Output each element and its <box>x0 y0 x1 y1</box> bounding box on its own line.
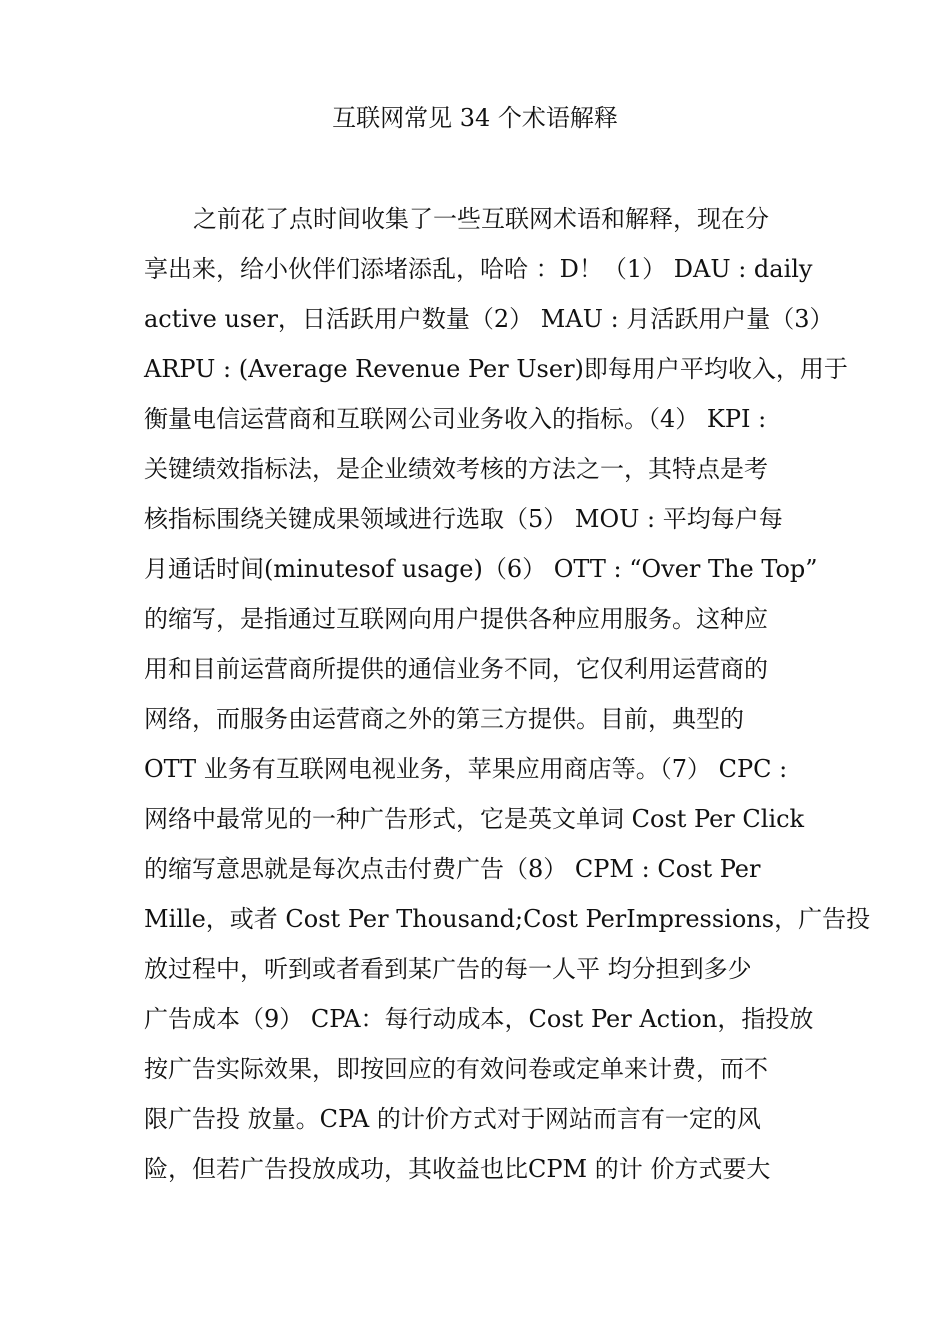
body-line: 广告成本（9） CPA：每行动成本，Cost Per Action，指投放 <box>144 1005 814 1033</box>
document-body <box>144 194 871 1194</box>
body-line: 享出来，给小伙伴们添堵添乱，哈哈 ：D！（1） DAU : daily <box>144 255 813 283</box>
body-line: 网络，而服务由运营商之外的第三方提供。目前，典型的 <box>144 705 744 733</box>
body-line: 之前花了点时间收集了一些互联网术语和解释，现在分 <box>193 205 769 233</box>
body-line: 关键绩效指标法，是企业绩效考核的方法之一，其特点是考 <box>144 455 768 483</box>
body-line: 的缩写意思就是每次点击付费广告（8） CPM : Cost Per <box>144 855 761 883</box>
body-line: OTT 业务有互联网电视业务，苹果应用商店等。（7） CPC : <box>144 755 788 783</box>
body-line: 用和目前运营商所提供的通信业务不同，它仅利用运营商的 <box>144 655 768 683</box>
body-line: 核指标围绕关键成果领域进行选取（5） MOU : 平均每户每 <box>144 505 783 533</box>
body-line: 放过程中，听到或者看到某广告的每一人平 均分担到多少 <box>144 955 752 983</box>
body-line: 的缩写，是指通过互联网向用户提供各种应用服务。这种应 <box>144 605 768 633</box>
body-line: 网络中最常见的一种广告形式，它是英文单词 Cost Per Click <box>144 805 805 833</box>
body-line: Mille，或者 Cost Per Thousand;Cost PerImpressions，广告投 <box>144 905 871 933</box>
body-line: ARPU : (Average Revenue Per User)即每用户平均收入，用于 <box>144 355 848 383</box>
document-title: 互联网常见 34 个术语解释 <box>332 104 618 132</box>
body-line: 月通话时间(minutesof usage)（6） OTT : “Over The Top” <box>144 555 818 583</box>
body-line: 险，但若广告投放成功，其收益也比CPM 的计 价方式要大 <box>144 1155 771 1183</box>
body-line: 按广告实际效果，即按回应的有效问卷或定单来计费，而不 <box>144 1055 768 1083</box>
body-line: 衡量电信运营商和互联网公司业务收入的指标。（4） KPI : <box>144 405 767 433</box>
body-line: active user，日活跃用户数量（2） MAU : 月活跃用户量（3） <box>144 305 834 333</box>
body-line: 限广告投 放量。CPA 的计价方式对于网站而言有一定的风 <box>144 1105 761 1133</box>
